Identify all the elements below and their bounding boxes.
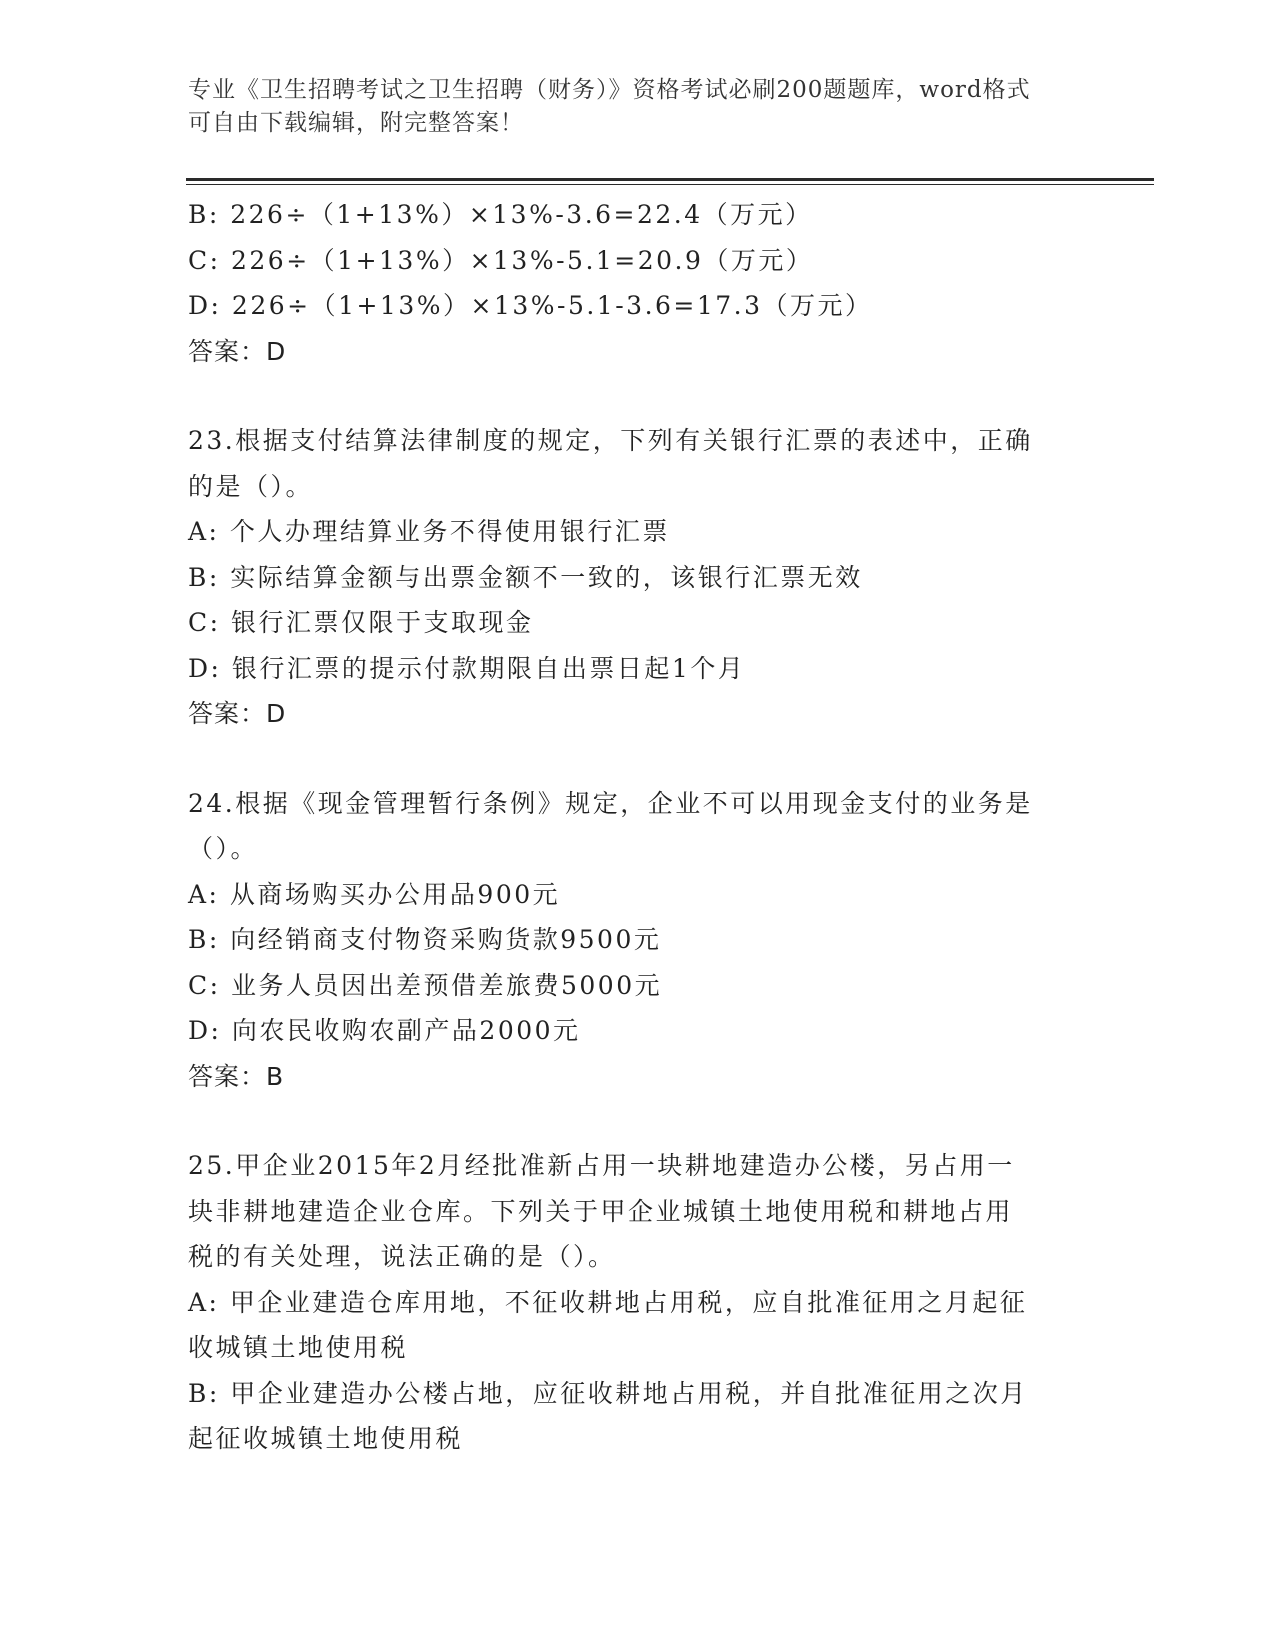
question-stem-line: （）。 bbox=[188, 834, 259, 863]
document-header bbox=[188, 74, 1088, 140]
document-body bbox=[188, 192, 1088, 1462]
question-24 bbox=[188, 781, 1088, 1100]
option-b: B: 甲企业建造办公楼占地，应征收耕地占用税，并自批准征用之次月 bbox=[188, 1378, 1028, 1408]
question-stem-line: 24.根据《现金管理暂行条例》规定，企业不可以用现金支付的业务是 bbox=[188, 788, 1033, 818]
spacer bbox=[188, 1099, 1088, 1143]
question-stem-line: 23.根据支付结算法律制度的规定，下列有关银行汇票的表述中，正确 bbox=[188, 426, 1033, 455]
option-c: C: 业务人员因出差预借差旅费5000元 bbox=[188, 970, 663, 1000]
question-stem-line: 的是（）。 bbox=[188, 471, 314, 501]
option-c: C: 银行汇票仅限于支取现金 bbox=[188, 608, 534, 637]
option-a: A: 从商场购买办公用品900元 bbox=[188, 879, 561, 909]
question-stem-line: 税的有关处理，说法正确的是（）。 bbox=[188, 1242, 616, 1271]
answer-line: 答案：D bbox=[188, 336, 287, 366]
option-a: A: 甲企业建造仓库用地，不征收耕地占用税，应自批准征用之月起征 bbox=[188, 1287, 1028, 1317]
header-line-1: 专业《卫生招聘考试之卫生招聘（财务）》资格考试必刷200题题库，word格式 bbox=[188, 77, 1031, 103]
question-stem-line: 25.甲企业2015年2月经批准新占用一块耕地建造办公楼，另占用一 bbox=[188, 1151, 1015, 1180]
header-divider-thick bbox=[186, 178, 1154, 181]
header-divider-thin bbox=[186, 184, 1154, 185]
option-b: B: 226÷（1+13%）×13%-3.6=22.4（万元） bbox=[188, 200, 813, 229]
answer-line: 答案：D bbox=[188, 699, 287, 728]
option-d: D: 向农民收购农副产品2000元 bbox=[188, 1016, 581, 1045]
question-23 bbox=[188, 418, 1088, 737]
spacer bbox=[188, 737, 1088, 781]
option-b-continued: 起征收城镇土地使用税 bbox=[188, 1424, 464, 1453]
option-a: A: 个人办理结算业务不得使用银行汇票 bbox=[188, 517, 670, 546]
question-22-continued bbox=[188, 192, 1088, 374]
option-a-continued: 收城镇土地使用税 bbox=[188, 1333, 409, 1362]
option-b: B: 实际结算金额与出票金额不一致的，该银行汇票无效 bbox=[188, 562, 863, 592]
option-d: D: 226÷（1+13%）×13%-5.1-3.6=17.3（万元） bbox=[188, 291, 873, 320]
question-stem-line: 块非耕地建造企业仓库。下列关于甲企业城镇土地使用税和耕地占用 bbox=[188, 1196, 1014, 1226]
option-d: D: 银行汇票的提示付款期限自出票日起1个月 bbox=[188, 653, 746, 683]
spacer bbox=[188, 374, 1088, 418]
option-b: B: 向经销商支付物资采购货款9500元 bbox=[188, 925, 662, 954]
answer-line: 答案：B bbox=[188, 1061, 285, 1091]
question-25 bbox=[188, 1143, 1088, 1462]
option-c: C: 226÷（1+13%）×13%-5.1=20.9（万元） bbox=[188, 245, 814, 275]
header-line-2: 可自由下载编辑，附完整答案！ bbox=[188, 110, 524, 136]
